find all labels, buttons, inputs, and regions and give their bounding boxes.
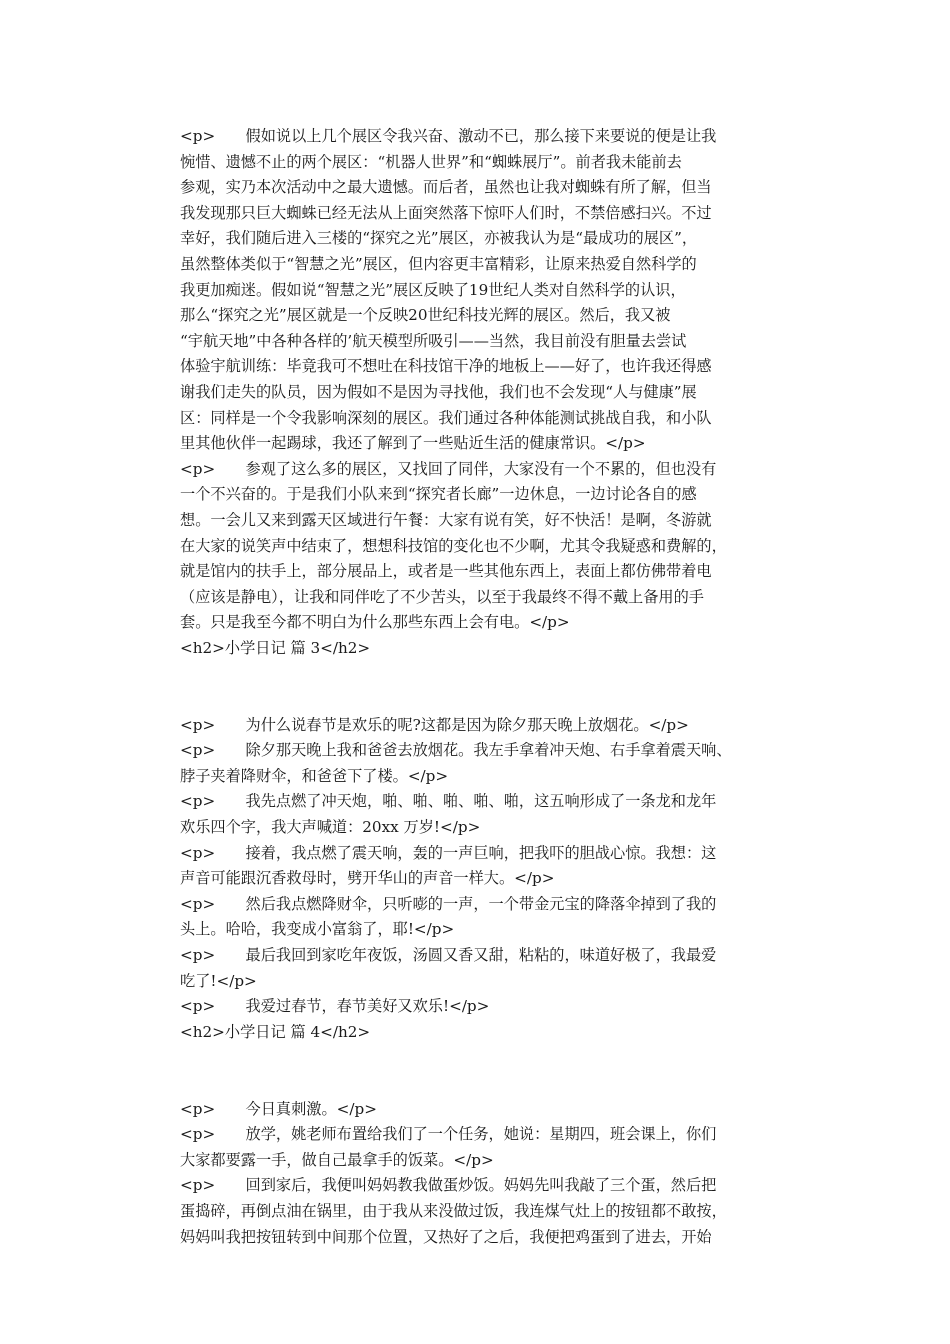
text-line: 蛋捣碎，再倒点油在锅里，由于我从来没做过饭，我连煤气灶上的按钮都不敢按，	[180, 1201, 727, 1220]
text-line: 一个不兴奋的。于是我们小队来到“探究者长廊”一边休息，一边讨论各自的感	[180, 485, 697, 504]
text-line: 就是馆内的扶手上，部分展品上，或者是一些其他东西上，表面上都仿佛带着电	[180, 562, 712, 581]
text-line: <p> 除夕那天晚上我和爸爸去放烟花。我左手拿着冲天炮、右手拿着震天响、	[180, 741, 732, 760]
text-line: <p> 我先点燃了冲天炮，啪、啪、啪、啪、啪，这五响形成了一条龙和龙年	[180, 792, 717, 811]
text-line: 谢我们走失的队员，因为假如不是因为寻找他，我们也不会发现“人与健康”展	[180, 382, 697, 401]
text-line: 欢乐四个字，我大声喊道：20xx 万岁!</p>	[180, 818, 481, 837]
text-line: <p> 然后我点燃降财伞，只听嘭的一声，一个带金元宝的降落伞掉到了我的	[180, 894, 717, 913]
text-line: <p> 假如说以上几个展区令我兴奋、激动不已，那么接下来要说的便是让我	[180, 127, 717, 145]
text-line: <p> 今日真刺激。</p>	[180, 1099, 377, 1118]
text-line: 套。只是我至今都不明白为什么那些东西上会有电。</p>	[180, 613, 570, 632]
text-line: 幸好，我们随后进入三楼的“探究之光”展区，亦被我认为是“最成功的展区”，	[180, 229, 698, 248]
section-heading: <h2>小学日记 篇 3</h2>	[180, 638, 371, 657]
text-line: 我发现那只巨大蜘蛛已经无法从上面突然落下惊吓人们时，不禁倍感扫兴。不过	[180, 203, 712, 222]
text-line: 里其他伙伴一起踢球，我还了解到了一些贴近生活的健康常识。</p>	[180, 434, 646, 453]
text-line: （应该是静电），让我和同伴吃了不少苦头，以至于我最终不得不戴上备用的手	[180, 587, 704, 606]
text-line: 那么“探究之光”展区就是一个反映20世纪科技光辉的展区。然后，我又被	[180, 306, 671, 325]
text-line: 吃了!</p>	[180, 971, 257, 990]
text-line: <p> 我爱过春节，春节美好又欢乐!</p>	[180, 997, 490, 1016]
text-line: 声音可能跟沉香救母时，劈开华山的声音一样大。</p>	[180, 869, 555, 888]
blank-gap	[180, 661, 780, 712]
document-body	[180, 124, 780, 1250]
text-line: <p> 回到家后，我便叫妈妈教我做蛋炒饭。妈妈先叫我敲了三个蛋，然后把	[180, 1176, 717, 1195]
blank-gap	[180, 1045, 780, 1096]
text-line: 虽然整体类似于“智慧之光”展区，但内容更丰富精彩，让原来热爱自然科学的	[180, 254, 697, 273]
text-line: <p> 为什么说春节是欢乐的呢?这都是因为除夕那天晚上放烟花。</p>	[180, 715, 689, 734]
section-heading: <h2>小学日记 篇 4</h2>	[180, 1022, 371, 1041]
text-line: <p> 接着，我点燃了震天响，轰的一声巨响，把我吓的胆战心惊。我想：这	[180, 843, 717, 862]
text-line: 区：同样是一个令我影响深刻的展区。我们通过各种体能测试挑战自我，和小队	[180, 408, 712, 427]
text-line: 参观，实乃本次活动中之最大遗憾。而后者，虽然也让我对蜘蛛有所了解，但当	[180, 178, 712, 197]
text-line: 想。一会儿又来到露天区域进行午餐：大家有说有笑，好不快活！是啊，冬游就	[180, 510, 712, 529]
text-line: 惋惜、遗憾不止的两个展区：“机器人世界”和“蜘蛛展厅”。前者我未能前去	[180, 152, 682, 171]
text-line: 脖子夹着降财伞，和爸爸下了楼。</p>	[180, 766, 449, 785]
text-line: “宇航天地”中各种各样的’航天模型所吸引——当然，我目前没有胆量去尝试	[180, 331, 687, 350]
text-line: 体验宇航训练：毕竟我可不想吐在科技馆干净的地板上——好了，也许我还得感	[180, 357, 712, 376]
text-line: 大家都要露一手，做自己最拿手的饭菜。</p>	[180, 1150, 494, 1169]
text-line: 妈妈叫我把按钮转到中间那个位置，又热好了之后，我便把鸡蛋到了进去，开始	[180, 1227, 712, 1246]
text-line: <p> 放学，姚老师布置给我们了一个任务，她说：星期四，班会课上，你们	[180, 1125, 717, 1144]
text-line: <p> 参观了这么多的展区，又找回了同伴，大家没有一个不累的，但也没有	[180, 459, 717, 478]
text-line: 我更加痴迷。假如说“智慧之光”展区反映了19世纪人类对自然科学的认识，	[180, 280, 686, 299]
text-line: 在大家的说笑声中结束了，想想科技馆的变化也不少啊，尤其令我疑惑和费解的，	[180, 536, 727, 555]
text-line: <p> 最后我回到家吃年夜饭，汤圆又香又甜，粘粘的，味道好极了，我最爱	[180, 946, 717, 964]
text-line: 头上。哈哈，我变成小富翁了，耶!</p>	[180, 920, 455, 939]
